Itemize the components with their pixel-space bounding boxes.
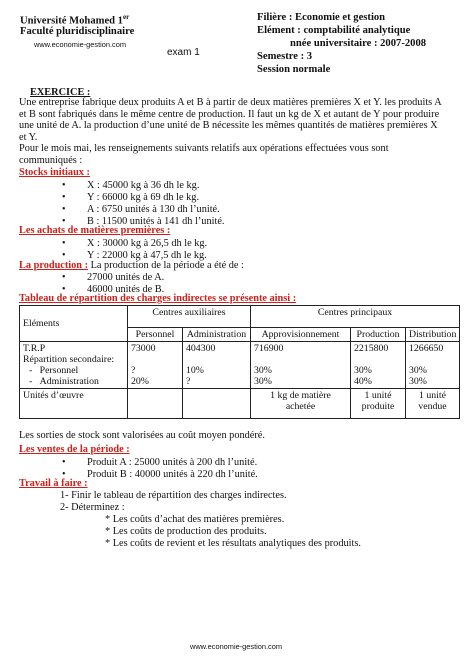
exam-label: exam 1 [167,47,200,58]
exercise-title: EXERCICE : [30,87,91,98]
site-top: www.economie-gestion.com [34,40,127,49]
repartition-table [19,305,460,419]
travail-list: 1- Finir le tableau de répartition des charges indirectes. 2- Déterminez : * Les coûts d’achat des matières premières. * Les coûts de production des produits. * Les coûts de revient et les résultats analytiques des produits. [60,490,361,549]
sorties-text: Les sorties de stock sont valorisées au coût moyen pondéré. [19,430,265,441]
table-row: Unités d’œuvre 1 kg de matière achetée 1 unité produite 1 unité vendue [20,389,460,419]
bullet-icon: • [62,250,66,261]
princ-header: Centres principaux [251,306,460,328]
ventes-list: • Produit A : 25000 unités à 200 dh l’unité. • Produit B : 40000 unités à 220 dh l’unité. [62,457,258,480]
bullet-icon: • [62,180,66,191]
achats-title: Les achats de matières premières : [19,225,171,236]
col-administration: Administration [183,328,251,342]
bullet-icon: • [62,272,66,283]
bullet-icon: • [62,469,66,480]
elements-header: Eléments [20,306,128,342]
table-row: T.R.P Répartition secondaire: - Personnel - Administration 73000 ? 20% 404300 10% ? 716900 30% 30% 2215800 30% 40% 1266650 30% 30% [20,342,460,389]
bullet-icon: • [62,216,66,227]
stocks-title: Stocks initiaux : [19,167,90,178]
tableau-title: Tableau de répartition des charges indirectes se présente ainsi : [19,293,297,304]
col-personnel: Personnel [128,328,183,342]
aux-header: Centres auxiliaires [128,306,251,328]
col-approvisionnement: Approvisionnement [251,328,351,342]
annee: nnée universitaire : 2007-2008 [290,38,427,49]
semestre: Semestre : 3 [257,51,313,62]
bullet-icon: • [62,284,66,295]
bullet-icon: • [62,204,66,215]
bullet-icon: • [62,238,66,249]
footer-site: www.economie-gestion.com [190,642,283,651]
stocks-list: • X : 45000 kg à 36 dh le kg. • Y : 66000 kg à 69 dh le kg. • A : 6750 unités à 130 dh l’unité. • B : 11500 unités à 141 dh l’unité. [62,180,225,227]
production-list: • 27000 unités de A. • 46000 unités de B. [62,272,165,295]
university-name: Université Mohamed 1er [20,13,130,27]
production-line: La production : La production de la période a été de : [19,260,244,271]
faculty-name: Faculté pluridisciplinaire [20,26,135,37]
filiere: Filière : Economie et gestion [257,12,386,23]
element: Elément : comptabilité analytique [257,25,411,36]
bullet-icon: • [62,457,66,468]
col-distribution: Distribution [406,328,460,342]
session: Session normale [257,64,331,75]
achats-list: • X : 30000 kg à 26,5 dh le kg. • Y : 22000 kg à 47,5 dh le kg. [62,238,208,261]
travail-title: Travail à faire : [19,478,88,489]
col-production: Production [351,328,406,342]
bullet-icon: • [62,192,66,203]
intro-text: Une entreprise fabrique deux produits A et B à partir de deux matières premières X et Y. les produits A et B sont fabriqués dans le même centre de production. Il faut un kg de X et autant de Y pour produire une unité de A. la production d’une unité de B nécessite les mêmes quantités de matières premières X et Y. Pour le mois mai, les renseignements suivants relatifs aux opérations effectuées vous sont communiqués : [19,97,442,166]
ventes-title: Les ventes de la période : [19,444,130,455]
